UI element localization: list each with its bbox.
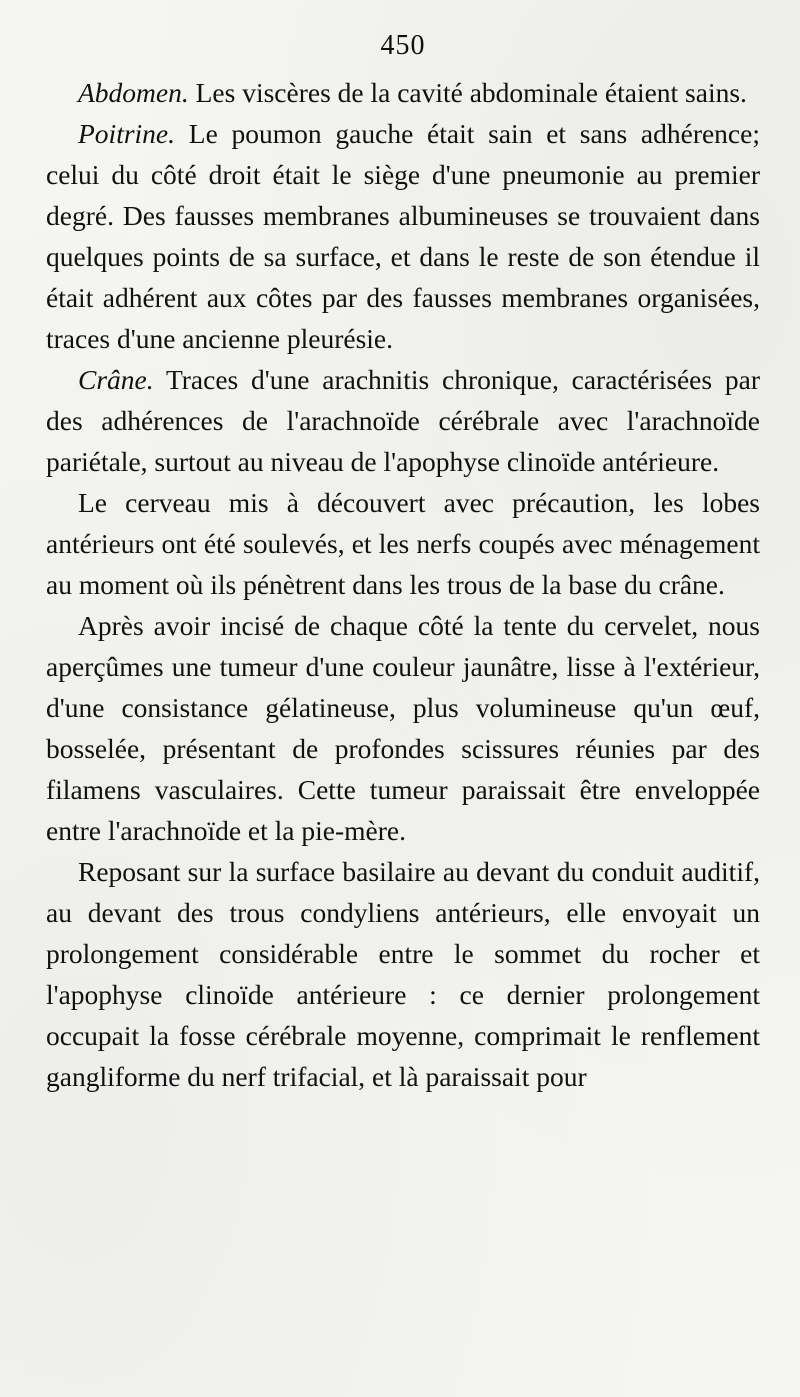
page-number: 450 [380, 30, 426, 61]
paragraph-prolongement [46, 851, 760, 1097]
paragraph-text: Traces d'une arachnitis chronique, caractérisées par des adhérences de l'arachnoïde cérébrale avec l'arachnoïde pariétale, surtout au niveau de l'apophyse clinoïde antérieure. [46, 364, 760, 477]
paragraph-tumeur [46, 605, 760, 851]
paragraph-text: Le cerveau mis à découvert avec précaution, les lobes antérieurs ont été soulevés, et les nerfs coupés avec ménagement au moment où ils pénètrent dans les trous de la base du crâne. [46, 487, 760, 600]
section-lead-crane: Crâne. [78, 364, 154, 395]
paragraph-cerveau [46, 482, 760, 605]
paragraph-text: Le poumon gauche était sain et sans adhérence; celui du côté droit était le siège d'une pneumonie au premier degré. Des fausses membranes albumineuses se trouvaient dans quelques points de sa surface, et dans le reste de son étendue il était adhérent aux côtes par des fausses membranes organisées, traces d'une ancienne pleurésie. [46, 118, 760, 354]
paragraph-crane [46, 359, 760, 482]
paragraph-text: Les viscères de la cavité abdominale étaient sains. [188, 77, 747, 108]
section-lead-abdomen: Abdomen. [78, 77, 189, 108]
section-lead-poitrine: Poitrine. [78, 118, 176, 149]
paragraph-text: Après avoir incisé de chaque côté la tente du cervelet, nous aperçûmes une tumeur d'une couleur jaunâtre, lisse à l'extérieur, d'une consistance gélatineuse, plus volumineuse qu'un œuf, bosselée, présentant de profondes scissures réunies par des filamens vasculaires. Cette tumeur paraissait être enveloppée entre l'arachnoïde et la pie-mère. [46, 610, 760, 846]
paragraph-abdomen [46, 72, 760, 113]
paragraph-poitrine [46, 113, 760, 359]
paragraph-text: Reposant sur la surface basilaire au devant du conduit auditif, au devant des trous condyliens antérieurs, elle envoyait un prolongement considérable entre le sommet du rocher et l'apophyse clinoïde antérieure : ce dernier prolongement occupait la fosse cérébrale moyenne, comprimait le renflement gangliforme du nerf trifacial, et là paraissait pour [46, 856, 760, 1092]
body-text [46, 72, 760, 1097]
